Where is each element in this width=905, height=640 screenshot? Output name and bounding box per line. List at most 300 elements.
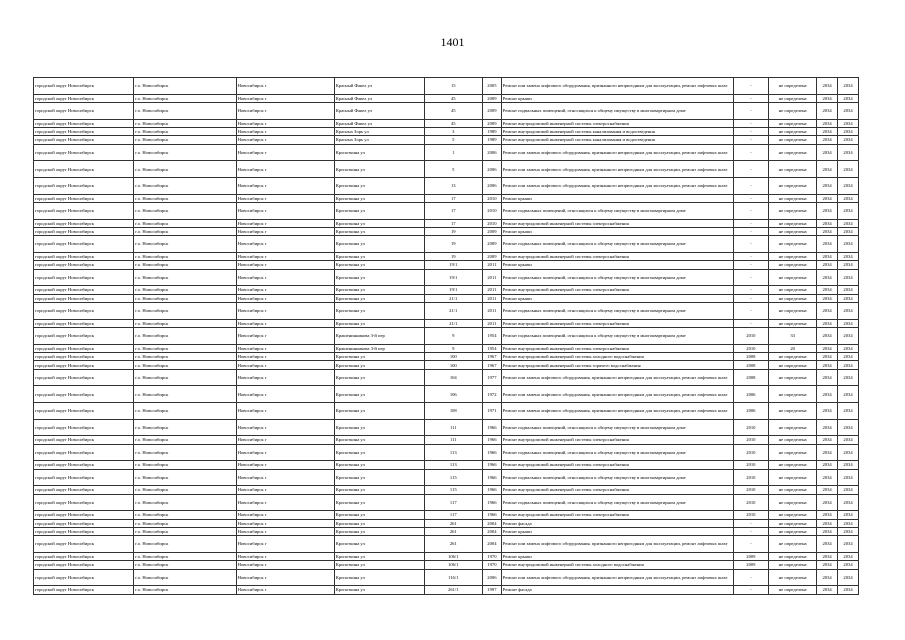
- cell-house: 115: [424, 486, 482, 494]
- cell-district: городской округ Новосибирск: [34, 344, 134, 352]
- cell-year: 1972: [483, 386, 502, 403]
- cell-municipality: г.о. Новосибирск: [134, 552, 236, 560]
- cell-period-to: 2034: [838, 94, 859, 102]
- table-row: [34, 252, 859, 260]
- table-row: [34, 94, 859, 102]
- cell-period-to: 2034: [838, 236, 859, 253]
- cell-district: городской округ Новосибирск: [34, 511, 134, 519]
- cell-locality: Новосибирск г: [236, 519, 334, 527]
- cell-last-repair: -: [733, 227, 769, 235]
- cell-work-type: Ремонт подвальных помещений, относящихся к общему имуществу в многоквартирном доме: [501, 202, 733, 219]
- cell-municipality: г.о. Новосибирск: [134, 177, 236, 194]
- cell-street: Кропоткина ул: [334, 236, 424, 253]
- cell-locality: Новосибирск г: [236, 552, 334, 560]
- cell-period-from: 2034: [817, 236, 838, 253]
- cell-work-type: Ремонт внутридомовой инженерной системы электроснабжения: [501, 344, 733, 352]
- cell-house: 113: [424, 444, 482, 461]
- cell-locality: Новосибирск г: [236, 361, 334, 369]
- table-row: [34, 286, 859, 294]
- cell-plan-year: не определена: [769, 552, 817, 560]
- cell-district: городской округ Новосибирск: [34, 177, 134, 194]
- cell-district: городской округ Новосибирск: [34, 236, 134, 253]
- cell-period-to: 2034: [838, 511, 859, 519]
- cell-municipality: г.о. Новосибирск: [134, 436, 236, 444]
- cell-street: Кропоткина ул: [334, 161, 424, 178]
- cell-plan-year: не определена: [769, 319, 817, 327]
- cell-street: Кропоткина ул: [334, 319, 424, 327]
- cell-plan-year: не определена: [769, 269, 817, 286]
- cell-year: 2010: [483, 202, 502, 219]
- cell-district: городской округ Новосибирск: [34, 444, 134, 461]
- cell-district: городской округ Новосибирск: [34, 561, 134, 569]
- cell-municipality: г.о. Новосибирск: [134, 469, 236, 486]
- cell-last-repair: -: [733, 261, 769, 269]
- cell-district: городской округ Новосибирск: [34, 194, 134, 202]
- cell-house: 45: [424, 119, 482, 127]
- cell-year: 1966: [483, 444, 502, 461]
- cell-last-repair: -: [733, 102, 769, 119]
- cell-street: Красный Факел ул: [334, 119, 424, 127]
- cell-street: Кропоткина ул: [334, 444, 424, 461]
- cell-work-type: Ремонт или замена лифтового оборудования, признанного непригодным для эксплуатации, ремонт лифтовых шахт: [501, 536, 733, 553]
- cell-year: 2009: [483, 119, 502, 127]
- cell-plan-year: не определена: [769, 161, 817, 178]
- cell-district: городской округ Новосибирск: [34, 202, 134, 219]
- table-row: [34, 369, 859, 386]
- cell-street: Кропоткина ул: [334, 261, 424, 269]
- cell-period-to: 2034: [838, 78, 859, 95]
- cell-period-from: 2034: [817, 486, 838, 494]
- cell-street: Кропоткина ул: [334, 486, 424, 494]
- cell-last-repair: 2009: [733, 561, 769, 569]
- cell-work-type: Ремонт подвальных помещений, относящихся к общему имуществу в многоквартирном доме: [501, 494, 733, 511]
- cell-year: 1967: [483, 361, 502, 369]
- cell-period-to: 2034: [838, 436, 859, 444]
- cell-work-type: Ремонт крыши: [501, 227, 733, 235]
- cell-locality: Новосибирск г: [236, 252, 334, 260]
- cell-municipality: г.о. Новосибирск: [134, 286, 236, 294]
- cell-district: городской округ Новосибирск: [34, 369, 134, 386]
- cell-work-type: Ремонт или замена лифтового оборудования, признанного непригодным для эксплуатации, ремонт лифтовых шахт: [501, 386, 733, 403]
- cell-locality: Новосибирск г: [236, 144, 334, 161]
- cell-year: 2006: [483, 144, 502, 161]
- cell-district: городской округ Новосибирск: [34, 319, 134, 327]
- cell-period-to: 2034: [838, 586, 859, 594]
- cell-district: городской округ Новосибирск: [34, 361, 134, 369]
- cell-locality: Новосибирск г: [236, 328, 334, 345]
- table-row: [34, 361, 859, 369]
- cell-period-to: 2034: [838, 461, 859, 469]
- cell-period-from: 2034: [817, 527, 838, 535]
- cell-municipality: г.о. Новосибирск: [134, 386, 236, 403]
- cell-street: Кропоткина ул: [334, 294, 424, 302]
- cell-period-from: 2034: [817, 436, 838, 444]
- cell-year: 2011: [483, 319, 502, 327]
- cell-plan-year: не определена: [769, 569, 817, 586]
- cell-period-to: 2034: [838, 536, 859, 553]
- cell-street: Кропоткина ул: [334, 469, 424, 486]
- cell-period-to: 2034: [838, 519, 859, 527]
- cell-municipality: г.о. Новосибирск: [134, 269, 236, 286]
- cell-plan-year: не определена: [769, 419, 817, 436]
- cell-house: 108: [424, 402, 482, 419]
- cell-plan-year: не определена: [769, 227, 817, 235]
- cell-period-to: 2034: [838, 161, 859, 178]
- cell-last-repair: 2010: [733, 469, 769, 486]
- cell-period-to: 2034: [838, 194, 859, 202]
- cell-house: 15: [424, 78, 482, 95]
- cell-period-from: 2034: [817, 344, 838, 352]
- cell-locality: Новосибирск г: [236, 177, 334, 194]
- cell-last-repair: -: [733, 269, 769, 286]
- cell-last-repair: -: [733, 161, 769, 178]
- cell-period-to: 2034: [838, 569, 859, 586]
- cell-district: городской округ Новосибирск: [34, 486, 134, 494]
- cell-period-to: 2034: [838, 177, 859, 194]
- cell-period-from: 2034: [817, 386, 838, 403]
- cell-last-repair: -: [733, 177, 769, 194]
- cell-last-repair: -: [733, 294, 769, 302]
- table-row: [34, 144, 859, 161]
- cell-last-repair: 2008: [733, 369, 769, 386]
- cell-municipality: г.о. Новосибирск: [134, 102, 236, 119]
- cell-work-type: Ремонт крыши: [501, 552, 733, 560]
- cell-locality: Новосибирск г: [236, 194, 334, 202]
- cell-house: 9: [424, 344, 482, 352]
- cell-work-type: Ремонт подвальных помещений, относящихся к общему имуществу в многоквартирном доме: [501, 444, 733, 461]
- cell-year: 1989: [483, 127, 502, 135]
- cell-plan-year: не определена: [769, 494, 817, 511]
- cell-street: Кропоткина ул: [334, 227, 424, 235]
- cell-plan-year: не определена: [769, 561, 817, 569]
- cell-municipality: г.о. Новосибирск: [134, 161, 236, 178]
- cell-plan-year: не определена: [769, 127, 817, 135]
- table-row: [34, 569, 859, 586]
- cell-house: 19/1: [424, 269, 482, 286]
- cell-plan-year: не определена: [769, 294, 817, 302]
- cell-locality: Новосибирск г: [236, 419, 334, 436]
- cell-period-from: 2034: [817, 303, 838, 320]
- cell-period-from: 2034: [817, 269, 838, 286]
- table-row: [34, 78, 859, 95]
- cell-period-to: 2034: [838, 219, 859, 227]
- cell-municipality: г.о. Новосибирск: [134, 144, 236, 161]
- cell-street: Крашенинникова 3-й пер: [334, 344, 424, 352]
- cell-locality: Новосибирск г: [236, 119, 334, 127]
- table-row: [34, 236, 859, 253]
- cell-last-repair: 2010: [733, 344, 769, 352]
- cell-year: 2009: [483, 102, 502, 119]
- cell-period-to: 2034: [838, 486, 859, 494]
- cell-period-to: 2034: [838, 369, 859, 386]
- table-row: [34, 102, 859, 119]
- cell-street: Кропоткина ул: [334, 386, 424, 403]
- cell-district: городской округ Новосибирск: [34, 294, 134, 302]
- cell-last-repair: -: [733, 78, 769, 95]
- cell-period-to: 2034: [838, 419, 859, 436]
- cell-plan-year: не определена: [769, 436, 817, 444]
- cell-street: Кропоткина ул: [334, 527, 424, 535]
- cell-period-from: 2034: [817, 177, 838, 194]
- cell-year: 1989: [483, 136, 502, 144]
- cell-locality: Новосибирск г: [236, 527, 334, 535]
- cell-period-from: 2034: [817, 161, 838, 178]
- cell-house: 5: [424, 161, 482, 178]
- table-row: [34, 344, 859, 352]
- cell-period-to: 2034: [838, 494, 859, 511]
- cell-house: 100: [424, 361, 482, 369]
- cell-plan-year: не определена: [769, 461, 817, 469]
- cell-year: 2009: [483, 252, 502, 260]
- cell-municipality: г.о. Новосибирск: [134, 494, 236, 511]
- cell-district: городской округ Новосибирск: [34, 586, 134, 594]
- table-row: [34, 161, 859, 178]
- cell-district: городской округ Новосибирск: [34, 161, 134, 178]
- cell-work-type: Ремонт фасада: [501, 586, 733, 594]
- cell-last-repair: -: [733, 586, 769, 594]
- cell-year: 2009: [483, 94, 502, 102]
- cell-last-repair: -: [733, 119, 769, 127]
- cell-district: городской округ Новосибирск: [34, 127, 134, 135]
- cell-last-repair: -: [733, 194, 769, 202]
- cell-period-from: 2034: [817, 119, 838, 127]
- cell-work-type: Ремонт или замена лифтового оборудования, признанного непригодным для эксплуатации, ремонт лифтовых шахт: [501, 78, 733, 95]
- cell-locality: Новосибирск г: [236, 202, 334, 219]
- cell-plan-year: не определена: [769, 511, 817, 519]
- cell-period-from: 2034: [817, 227, 838, 235]
- cell-street: Кропоткина ул: [334, 569, 424, 586]
- cell-municipality: г.о. Новосибирск: [134, 353, 236, 361]
- cell-period-to: 2034: [838, 202, 859, 219]
- cell-period-from: 2034: [817, 444, 838, 461]
- cell-work-type: Ремонт внутридомовой инженерной системы электроснабжения: [501, 511, 733, 519]
- table-row: [34, 227, 859, 235]
- cell-district: городской округ Новосибирск: [34, 386, 134, 403]
- cell-year: 1977: [483, 369, 502, 386]
- cell-last-repair: 2010: [733, 486, 769, 494]
- cell-year: 2009: [483, 227, 502, 235]
- cell-plan-year: не определена: [769, 519, 817, 527]
- cell-plan-year: не определена: [769, 261, 817, 269]
- cell-year: 2004: [483, 519, 502, 527]
- cell-street: Кропоткина ул: [334, 303, 424, 320]
- cell-street: Кропоткина ул: [334, 202, 424, 219]
- cell-municipality: г.о. Новосибирск: [134, 361, 236, 369]
- cell-locality: Новосибирск г: [236, 511, 334, 519]
- cell-locality: Новосибирск г: [236, 303, 334, 320]
- table-row: [34, 469, 859, 486]
- cell-work-type: Ремонт подвальных помещений, относящихся к общему имуществу в многоквартирном доме: [501, 303, 733, 320]
- cell-period-from: 2034: [817, 144, 838, 161]
- cell-period-from: 2034: [817, 252, 838, 260]
- cell-district: городской округ Новосибирск: [34, 136, 134, 144]
- table-row: [34, 353, 859, 361]
- cell-house: 19: [424, 252, 482, 260]
- cell-street: Красный Факел ул: [334, 78, 424, 95]
- cell-plan-year: не определена: [769, 252, 817, 260]
- cell-locality: Новосибирск г: [236, 102, 334, 119]
- cell-work-type: Ремонт внутридомовой инженерной системы электроснабжения: [501, 461, 733, 469]
- cell-period-to: 2034: [838, 444, 859, 461]
- cell-district: городской округ Новосибирск: [34, 419, 134, 436]
- table-row: [34, 319, 859, 327]
- table-row: [34, 552, 859, 560]
- cell-street: Кропоткина ул: [334, 419, 424, 436]
- cell-house: 45: [424, 94, 482, 102]
- cell-district: городской округ Новосибирск: [34, 527, 134, 535]
- cell-house: 17: [424, 202, 482, 219]
- cell-year: 2011: [483, 303, 502, 320]
- table-row: [34, 536, 859, 553]
- cell-street: Кропоткина ул: [334, 177, 424, 194]
- cell-last-repair: 2010: [733, 328, 769, 345]
- cell-year: 1971: [483, 402, 502, 419]
- cell-last-repair: -: [733, 319, 769, 327]
- cell-plan-year: не определена: [769, 444, 817, 461]
- cell-last-repair: -: [733, 569, 769, 586]
- table-row: [34, 127, 859, 135]
- cell-work-type: Ремонт фасада: [501, 519, 733, 527]
- cell-plan-year: не определена: [769, 353, 817, 361]
- cell-work-type: Ремонт внутридомовой инженерной системы электроснабжения: [501, 436, 733, 444]
- cell-last-repair: -: [733, 127, 769, 135]
- cell-house: 19/1: [424, 261, 482, 269]
- cell-plan-year: не определена: [769, 78, 817, 95]
- cell-period-to: 2034: [838, 353, 859, 361]
- cell-year: 2004: [483, 527, 502, 535]
- cell-house: 111: [424, 419, 482, 436]
- cell-period-to: 2034: [838, 102, 859, 119]
- cell-municipality: г.о. Новосибирск: [134, 261, 236, 269]
- cell-district: городской округ Новосибирск: [34, 78, 134, 95]
- cell-street: Крашенинникова 3-й пер: [334, 328, 424, 345]
- cell-period-to: 2034: [838, 294, 859, 302]
- cell-district: городской округ Новосибирск: [34, 252, 134, 260]
- cell-street: Красных Зорь ул: [334, 127, 424, 135]
- cell-period-to: 2034: [838, 286, 859, 294]
- cell-year: 2011: [483, 269, 502, 286]
- cell-district: городской округ Новосибирск: [34, 94, 134, 102]
- cell-last-repair: -: [733, 219, 769, 227]
- cell-period-to: 2034: [838, 344, 859, 352]
- cell-plan-year: не определена: [769, 402, 817, 419]
- cell-district: городской округ Новосибирск: [34, 328, 134, 345]
- table-row: [34, 494, 859, 511]
- cell-street: Кропоткина ул: [334, 436, 424, 444]
- cell-plan-year: не определена: [769, 369, 817, 386]
- cell-period-from: 2034: [817, 552, 838, 560]
- cell-locality: Новосибирск г: [236, 127, 334, 135]
- cell-district: городской округ Новосибирск: [34, 303, 134, 320]
- cell-work-type: Ремонт подвальных помещений, относящихся к общему имуществу в многоквартирном доме: [501, 469, 733, 486]
- table-row: [34, 328, 859, 345]
- cell-district: городской округ Новосибирск: [34, 519, 134, 527]
- table-row: [34, 402, 859, 419]
- cell-period-from: 2034: [817, 102, 838, 119]
- cell-year: 2006: [483, 161, 502, 178]
- cell-district: городской округ Новосибирск: [34, 144, 134, 161]
- table-row: [34, 177, 859, 194]
- cell-last-repair: -: [733, 303, 769, 320]
- cell-municipality: г.о. Новосибирск: [134, 527, 236, 535]
- cell-district: городской округ Новосибирск: [34, 461, 134, 469]
- cell-period-from: 2034: [817, 561, 838, 569]
- cell-year: 2004: [483, 536, 502, 553]
- cell-period-from: 2034: [817, 194, 838, 202]
- cell-house: 104: [424, 369, 482, 386]
- cell-plan-year: не определена: [769, 177, 817, 194]
- table-row: [34, 136, 859, 144]
- cell-year: 2010: [483, 219, 502, 227]
- cell-municipality: г.о. Новосибирск: [134, 127, 236, 135]
- cell-period-from: 2034: [817, 569, 838, 586]
- cell-work-type: Ремонт подвальных помещений, относящихся к общему имуществу в многоквартирном доме: [501, 269, 733, 286]
- cell-house: 21/1: [424, 294, 482, 302]
- table-row: [34, 269, 859, 286]
- cell-plan-year: не определена: [769, 144, 817, 161]
- cell-period-from: 2034: [817, 328, 838, 345]
- cell-plan-year: не определена: [769, 386, 817, 403]
- cell-period-to: 2034: [838, 269, 859, 286]
- cell-house: 1: [424, 144, 482, 161]
- cell-plan-year: не определена: [769, 586, 817, 594]
- cell-work-type: Ремонт крыши: [501, 94, 733, 102]
- cell-last-repair: -: [733, 519, 769, 527]
- cell-locality: Новосибирск г: [236, 586, 334, 594]
- cell-street: Кропоткина ул: [334, 144, 424, 161]
- cell-house: 117: [424, 511, 482, 519]
- cell-house: 19: [424, 227, 482, 235]
- cell-period-to: 2034: [838, 319, 859, 327]
- cell-locality: Новосибирск г: [236, 344, 334, 352]
- cell-work-type: Ремонт внутридомовой инженерной системы электроснабжения: [501, 319, 733, 327]
- cell-municipality: г.о. Новосибирск: [134, 369, 236, 386]
- cell-work-type: Ремонт крыши: [501, 527, 733, 535]
- cell-district: городской округ Новосибирск: [34, 102, 134, 119]
- table-row: [34, 294, 859, 302]
- cell-period-from: 2034: [817, 511, 838, 519]
- cell-street: Кропоткина ул: [334, 536, 424, 553]
- cell-plan-year: не определена: [769, 102, 817, 119]
- cell-plan-year: не определена: [769, 469, 817, 486]
- cell-work-type: Ремонт подвальных помещений, относящихся к общему имуществу в многоквартирном доме: [501, 102, 733, 119]
- cell-house: 13: [424, 177, 482, 194]
- cell-period-to: 2034: [838, 144, 859, 161]
- cell-house: 45: [424, 102, 482, 119]
- cell-municipality: г.о. Новосибирск: [134, 561, 236, 569]
- cell-house: 106/1: [424, 552, 482, 560]
- cell-house: 116/1: [424, 569, 482, 586]
- cell-year: 2009: [483, 236, 502, 253]
- cell-street: Кропоткина ул: [334, 219, 424, 227]
- cell-street: Кропоткина ул: [334, 402, 424, 419]
- cell-period-from: 2034: [817, 219, 838, 227]
- cell-last-repair: 2008: [733, 361, 769, 369]
- cell-work-type: Ремонт внутридомовой инженерной системы электроснабжения: [501, 486, 733, 494]
- table-row: [34, 194, 859, 202]
- cell-plan-year: не определена: [769, 527, 817, 535]
- page-number: 1401: [440, 35, 465, 49]
- cell-work-type: Ремонт внутридомовой инженерной системы электроснабжения: [501, 286, 733, 294]
- cell-year: 1966: [483, 461, 502, 469]
- cell-house: 21/1: [424, 319, 482, 327]
- cell-house: 113: [424, 461, 482, 469]
- cell-locality: Новосибирск г: [236, 436, 334, 444]
- cell-municipality: г.о. Новосибирск: [134, 461, 236, 469]
- table-row: [34, 303, 859, 320]
- cell-locality: Новосибирск г: [236, 402, 334, 419]
- cell-work-type: Ремонт или замена лифтового оборудования, признанного непригодным для эксплуатации, ремонт лифтовых шахт: [501, 369, 733, 386]
